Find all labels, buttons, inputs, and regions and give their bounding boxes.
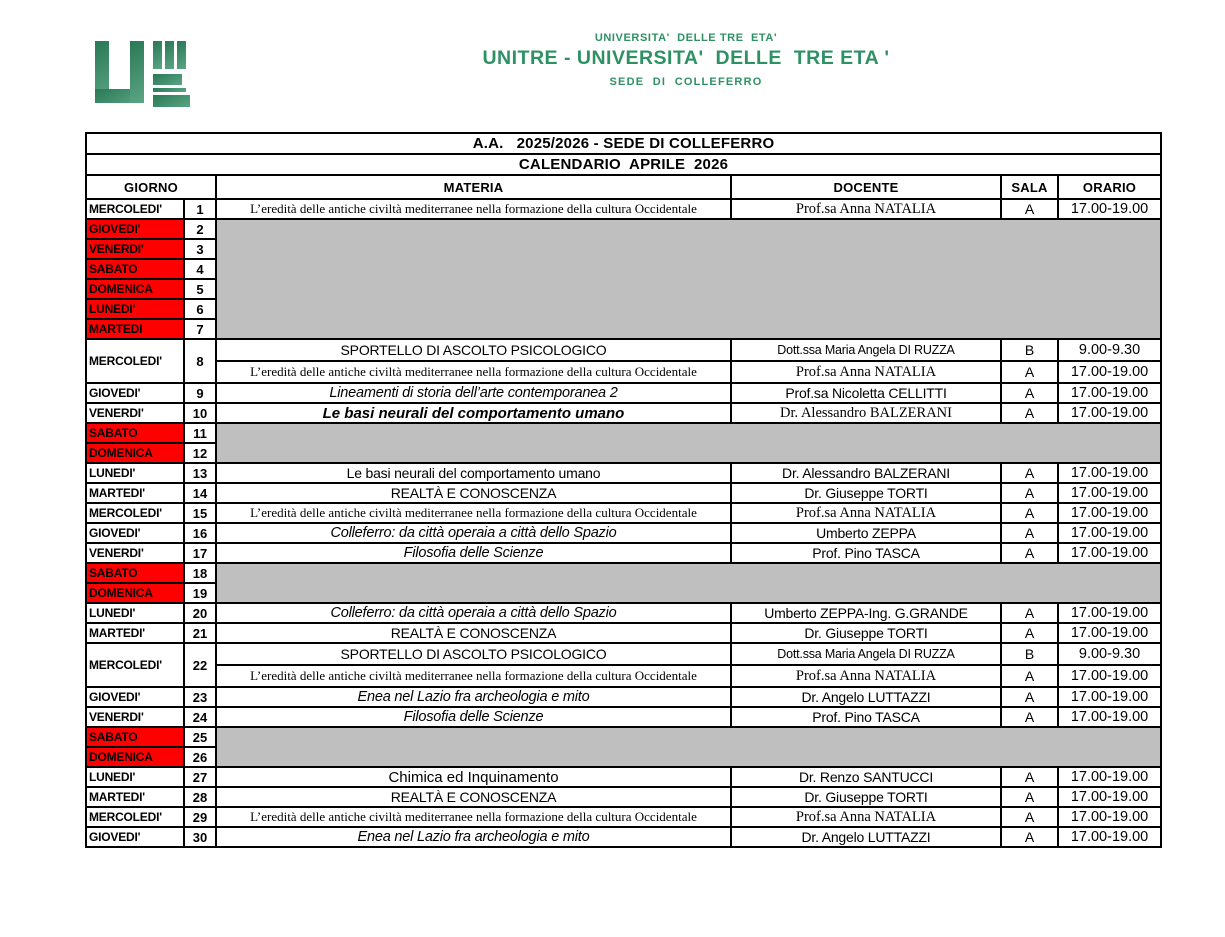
col-header-giorno: GIORNO xyxy=(86,175,216,199)
docente-cell: Dr. Giuseppe TORTI xyxy=(731,483,1001,503)
lesson-row xyxy=(86,199,1161,219)
day-name-cell: LUNEDI' xyxy=(86,463,184,483)
docente-cell: Dott.ssa Maria Angela DI RUZZA xyxy=(731,339,1001,361)
docente-cell: Prof.sa Anna NATALIA xyxy=(731,665,1001,687)
orario-cell: 17.00-19.00 xyxy=(1058,503,1161,523)
orario-cell: 17.00-19.00 xyxy=(1058,523,1161,543)
day-name-cell: DOMENICA xyxy=(86,583,184,603)
materia-cell: Chimica ed Inquinamento xyxy=(216,767,731,787)
orario-cell: 17.00-19.00 xyxy=(1058,603,1161,623)
header-main-title: UNITRE - UNIVERSITA' DELLE TRE ETA ' xyxy=(482,47,890,69)
materia-cell: Le basi neurali del comportamento umano xyxy=(216,463,731,483)
col-header-docente: DOCENTE xyxy=(731,175,1001,199)
day-name-cell: VENERDI' xyxy=(86,239,184,259)
day-name-cell: GIOVEDI' xyxy=(86,687,184,707)
materia-cell: Colleferro: da città operaia a città dello Spazio xyxy=(216,603,731,623)
day-name-cell: MERCOLEDI' xyxy=(86,643,184,687)
docente-cell: Dr. Renzo SANTUCCI xyxy=(731,767,1001,787)
day-number-cell: 24 xyxy=(184,707,216,727)
day-number-cell: 27 xyxy=(184,767,216,787)
day-number-cell: 5 xyxy=(184,279,216,299)
day-number-cell: 11 xyxy=(184,423,216,443)
materia-cell: L’eredità delle antiche civiltà mediterranee nella formazione della cultura Occidentale xyxy=(216,503,731,523)
day-name-cell: DOMENICA xyxy=(86,747,184,767)
materia-cell: Enea nel Lazio fra archeologia e mito xyxy=(216,827,731,847)
orario-cell: 17.00-19.00 xyxy=(1058,403,1161,423)
day-name-cell: VENERDI' xyxy=(86,707,184,727)
day-number-cell: 17 xyxy=(184,543,216,563)
sala-cell: A xyxy=(1001,787,1058,807)
day-number-cell: 18 xyxy=(184,563,216,583)
sala-cell: A xyxy=(1001,623,1058,643)
lesson-row xyxy=(86,503,1161,523)
col-header-materia: MATERIA xyxy=(216,175,731,199)
day-name-cell: GIOVEDI' xyxy=(86,219,184,239)
orario-cell: 17.00-19.00 xyxy=(1058,483,1161,503)
day-number-cell: 12 xyxy=(184,443,216,463)
logo-e-bar-middle xyxy=(153,88,186,92)
lesson-row xyxy=(86,383,1161,403)
sala-cell: A xyxy=(1001,707,1058,727)
orario-cell: 17.00-19.00 xyxy=(1058,199,1161,219)
orario-cell: 17.00-19.00 xyxy=(1058,463,1161,483)
sala-cell: A xyxy=(1001,483,1058,503)
lesson-row xyxy=(86,603,1161,623)
column-header-row xyxy=(86,175,1161,199)
docente-cell: Prof.sa Anna NATALIA xyxy=(731,361,1001,383)
col-header-orario: ORARIO xyxy=(1058,175,1161,199)
day-name-cell: GIOVEDI' xyxy=(86,383,184,403)
logo-tre-bar-1 xyxy=(153,41,162,69)
no-lesson-block xyxy=(216,219,1161,339)
logo-tre-bar-2 xyxy=(165,41,174,69)
day-number-cell: 9 xyxy=(184,383,216,403)
no-lesson-block xyxy=(216,423,1161,463)
header-small-title: UNIVERSITA' DELLE TRE ETA' xyxy=(594,32,778,44)
materia-cell: Enea nel Lazio fra archeologia e mito xyxy=(216,687,731,707)
materia-cell: L’eredità delle antiche civiltà mediterranee nella formazione della cultura Occidentale xyxy=(216,199,731,219)
materia-cell: SPORTELLO DI ASCOLTO PSICOLOGICO xyxy=(216,339,731,361)
orario-cell: 17.00-19.00 xyxy=(1058,827,1161,847)
orario-cell: 17.00-19.00 xyxy=(1058,361,1161,383)
lesson-row xyxy=(86,543,1161,563)
materia-cell: L’eredità delle antiche civiltà mediterranee nella formazione della cultura Occidentale xyxy=(216,361,731,383)
day-number-cell: 14 xyxy=(184,483,216,503)
table-title-row-aa xyxy=(86,133,1161,154)
docente-cell: Umberto ZEPPA xyxy=(731,523,1001,543)
docente-cell: Dr. Giuseppe TORTI xyxy=(731,623,1001,643)
lesson-row xyxy=(86,339,1161,361)
day-name-cell: LUNEDI' xyxy=(86,299,184,319)
day-name-cell: LUNEDI' xyxy=(86,767,184,787)
day-number-cell: 1 xyxy=(184,199,216,219)
lesson-row xyxy=(86,687,1161,707)
header-block xyxy=(286,32,1086,88)
materia-cell: L’eredità delle antiche civiltà mediterranee nella formazione della cultura Occidentale xyxy=(216,807,731,827)
day-number-cell: 16 xyxy=(184,523,216,543)
day-name-cell: MERCOLEDI' xyxy=(86,503,184,523)
day-number-cell: 28 xyxy=(184,787,216,807)
sala-cell: A xyxy=(1001,503,1058,523)
logo-e-bar-top xyxy=(153,74,182,85)
day-number-cell: 4 xyxy=(184,259,216,279)
orario-cell: 17.00-19.00 xyxy=(1058,665,1161,687)
materia-cell: Le basi neurali del comportamento umano xyxy=(216,403,731,423)
table-title-row-month xyxy=(86,154,1161,175)
day-number-cell: 25 xyxy=(184,727,216,747)
materia-cell: Filosofia delle Scienze xyxy=(216,543,731,563)
lesson-row xyxy=(86,623,1161,643)
materia-cell: Colleferro: da città operaia a città dello Spazio xyxy=(216,523,731,543)
logo-e-bar-bottom xyxy=(153,95,190,107)
holiday-row xyxy=(86,423,1161,443)
day-number-cell: 22 xyxy=(184,643,216,687)
day-name-cell: GIOVEDI' xyxy=(86,523,184,543)
materia-cell: REALTÀ E CONOSCENZA xyxy=(216,623,731,643)
docente-cell: Prof. Pino TASCA xyxy=(731,707,1001,727)
sala-cell: A xyxy=(1001,767,1058,787)
docente-cell: Dr. Alessandro BALZERANI xyxy=(731,463,1001,483)
lesson-row xyxy=(86,361,1161,383)
sala-cell: A xyxy=(1001,665,1058,687)
day-name-cell: GIOVEDI' xyxy=(86,827,184,847)
day-number-cell: 8 xyxy=(184,339,216,383)
sala-cell: A xyxy=(1001,807,1058,827)
sala-cell: A xyxy=(1001,523,1058,543)
table-title-aa: A.A. 2025/2026 - SEDE DI COLLEFERRO xyxy=(86,133,1161,154)
holiday-row xyxy=(86,563,1161,583)
sala-cell: A xyxy=(1001,403,1058,423)
docente-cell: Dr. Giuseppe TORTI xyxy=(731,787,1001,807)
day-name-cell: VENERDI' xyxy=(86,403,184,423)
day-name-cell: SABATO xyxy=(86,423,184,443)
day-number-cell: 19 xyxy=(184,583,216,603)
lesson-row xyxy=(86,827,1161,847)
day-number-cell: 15 xyxy=(184,503,216,523)
lesson-row xyxy=(86,523,1161,543)
table-title-month: CALENDARIO APRILE 2026 xyxy=(86,154,1161,175)
materia-cell: Lineamenti di storia dell’arte contemporanea 2 xyxy=(216,383,731,403)
lesson-row xyxy=(86,463,1161,483)
orario-cell: 17.00-19.00 xyxy=(1058,787,1161,807)
logo-u-right-bar xyxy=(130,41,144,103)
sala-cell: B xyxy=(1001,339,1058,361)
day-name-cell: VENERDI' xyxy=(86,543,184,563)
orario-cell: 9.00-9.30 xyxy=(1058,339,1161,361)
day-number-cell: 23 xyxy=(184,687,216,707)
day-name-cell: SABATO xyxy=(86,563,184,583)
day-number-cell: 29 xyxy=(184,807,216,827)
day-name-cell: SABATO xyxy=(86,259,184,279)
lesson-row xyxy=(86,787,1161,807)
day-name-cell: MERCOLEDI' xyxy=(86,199,184,219)
sala-cell: A xyxy=(1001,199,1058,219)
lesson-row xyxy=(86,807,1161,827)
day-number-cell: 7 xyxy=(184,319,216,339)
day-number-cell: 21 xyxy=(184,623,216,643)
docente-cell: Dr. Angelo LUTTAZZI xyxy=(731,827,1001,847)
day-name-cell: MARTEDI xyxy=(86,319,184,339)
materia-cell: L’eredità delle antiche civiltà mediterranee nella formazione della cultura Occidentale xyxy=(216,665,731,687)
docente-cell: Dr. Angelo LUTTAZZI xyxy=(731,687,1001,707)
docente-cell: Prof.sa Nicoletta CELLITTI xyxy=(731,383,1001,403)
docente-cell: Dr. Alessandro BALZERANI xyxy=(731,403,1001,423)
docente-cell: Prof.sa Anna NATALIA xyxy=(731,503,1001,523)
docente-cell: Prof.sa Anna NATALIA xyxy=(731,807,1001,827)
sala-cell: A xyxy=(1001,827,1058,847)
calendar-table xyxy=(85,132,1162,848)
day-name-cell: MERCOLEDI' xyxy=(86,807,184,827)
materia-cell: REALTÀ E CONOSCENZA xyxy=(216,787,731,807)
materia-cell: SPORTELLO DI ASCOLTO PSICOLOGICO xyxy=(216,643,731,665)
sala-cell: A xyxy=(1001,603,1058,623)
lesson-row xyxy=(86,483,1161,503)
sala-cell: A xyxy=(1001,543,1058,563)
day-number-cell: 30 xyxy=(184,827,216,847)
no-lesson-block xyxy=(216,727,1161,767)
sala-cell: A xyxy=(1001,463,1058,483)
day-number-cell: 10 xyxy=(184,403,216,423)
no-lesson-block xyxy=(216,563,1161,603)
orario-cell: 17.00-19.00 xyxy=(1058,707,1161,727)
day-name-cell: SABATO xyxy=(86,727,184,747)
logo-tre-bar-3 xyxy=(177,41,186,69)
lesson-row xyxy=(86,767,1161,787)
orario-cell: 17.00-19.00 xyxy=(1058,767,1161,787)
lesson-row xyxy=(86,403,1161,423)
lesson-row xyxy=(86,707,1161,727)
materia-cell: Filosofia delle Scienze xyxy=(216,707,731,727)
lesson-row xyxy=(86,665,1161,687)
day-name-cell: MARTEDI' xyxy=(86,483,184,503)
day-number-cell: 13 xyxy=(184,463,216,483)
day-name-cell: LUNEDI' xyxy=(86,603,184,623)
day-number-cell: 3 xyxy=(184,239,216,259)
orario-cell: 9.00-9.30 xyxy=(1058,643,1161,665)
day-number-cell: 6 xyxy=(184,299,216,319)
docente-cell: Prof.sa Anna NATALIA xyxy=(731,199,1001,219)
orario-cell: 17.00-19.00 xyxy=(1058,623,1161,643)
orario-cell: 17.00-19.00 xyxy=(1058,687,1161,707)
sala-cell: A xyxy=(1001,383,1058,403)
day-number-cell: 26 xyxy=(184,747,216,767)
unitre-logo xyxy=(92,36,214,118)
col-header-sala: SALA xyxy=(1001,175,1058,199)
docente-cell: Umberto ZEPPA-Ing. G.GRANDE xyxy=(731,603,1001,623)
day-number-cell: 20 xyxy=(184,603,216,623)
calendar-body xyxy=(86,199,1161,847)
orario-cell: 17.00-19.00 xyxy=(1058,543,1161,563)
sala-cell: A xyxy=(1001,687,1058,707)
header-location-title: SEDE DI COLLEFERRO xyxy=(609,76,763,88)
docente-cell: Prof. Pino TASCA xyxy=(731,543,1001,563)
holiday-row xyxy=(86,727,1161,747)
day-name-cell: DOMENICA xyxy=(86,279,184,299)
day-name-cell: MARTEDI' xyxy=(86,787,184,807)
lesson-row xyxy=(86,643,1161,665)
day-name-cell: MARTEDI' xyxy=(86,623,184,643)
day-name-cell: DOMENICA xyxy=(86,443,184,463)
sala-cell: B xyxy=(1001,643,1058,665)
orario-cell: 17.00-19.00 xyxy=(1058,807,1161,827)
day-number-cell: 2 xyxy=(184,219,216,239)
docente-cell: Dott.ssa Maria Angela DI RUZZA xyxy=(731,643,1001,665)
holiday-row xyxy=(86,219,1161,239)
orario-cell: 17.00-19.00 xyxy=(1058,383,1161,403)
day-name-cell: MERCOLEDI' xyxy=(86,339,184,383)
sala-cell: A xyxy=(1001,361,1058,383)
materia-cell: REALTÀ E CONOSCENZA xyxy=(216,483,731,503)
